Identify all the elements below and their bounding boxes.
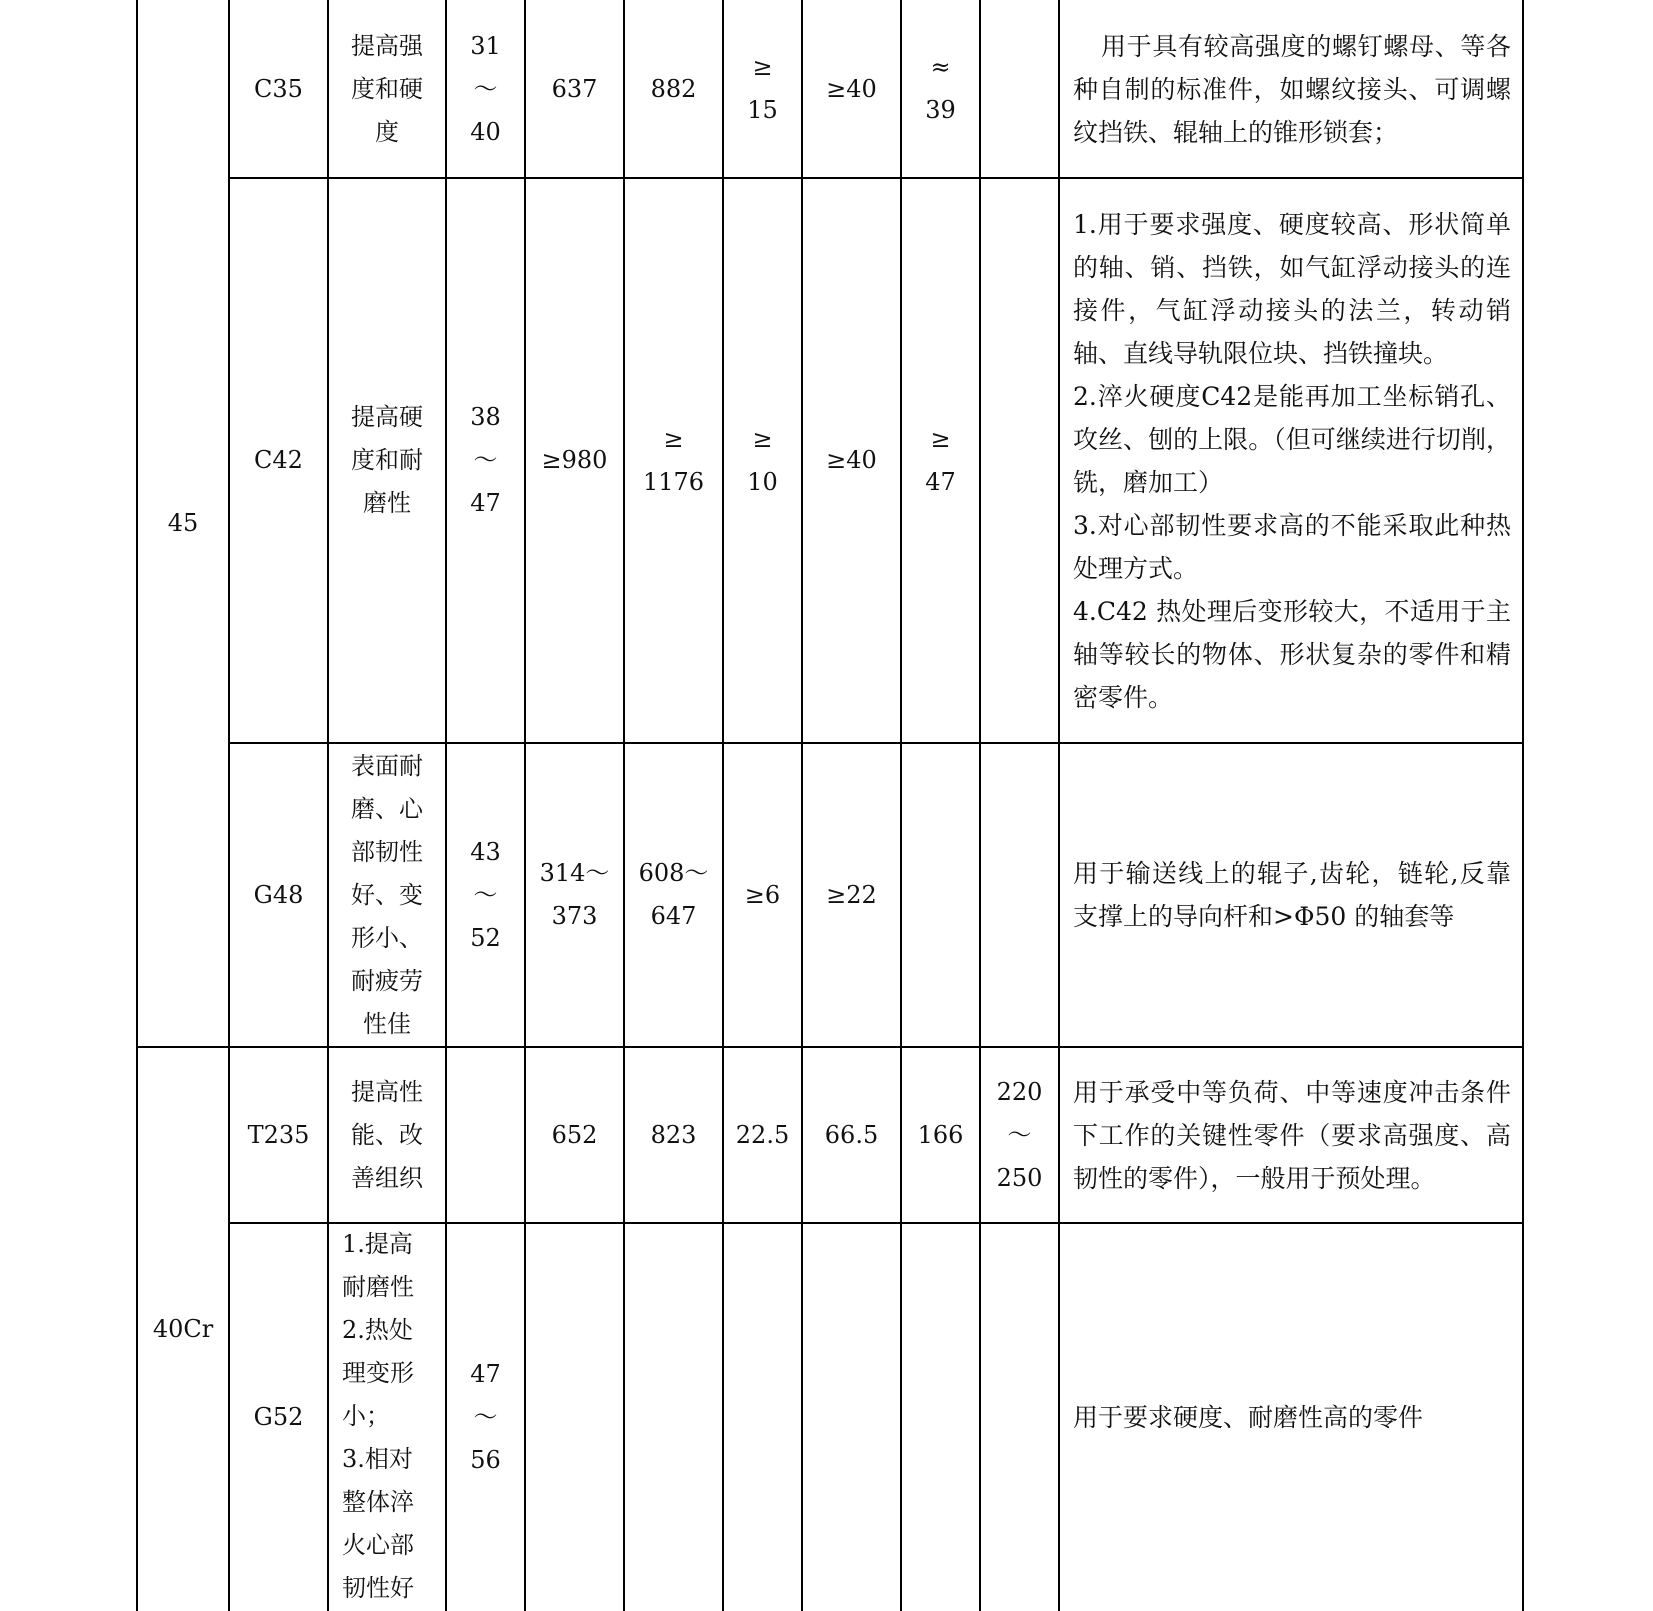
value-cell bbox=[802, 1223, 901, 1611]
treatment-code: G52 bbox=[253, 1402, 304, 1431]
value-cell bbox=[980, 0, 1059, 178]
purpose-cell: 提高性 能、改 善组织 bbox=[351, 1077, 423, 1192]
value-cell: ≥40 bbox=[826, 446, 877, 474]
value-cell bbox=[624, 1223, 723, 1611]
grid-line bbox=[623, 0, 625, 1611]
grid-line bbox=[801, 0, 803, 1611]
grid-line bbox=[136, 0, 138, 1611]
application-cell: 1.用于要求强度、硬度较高、形状简单的轴、销、挡铁，如气缸浮动接头的连接件，气缸浮动接头的法兰，转动销轴、直线导轨限位块、挡铁撞块。 2.淬火硬度C42是能再加工坐标销孔、攻丝、刨的上限。（但可继续进行切削，铣，磨加工） 3.对心部韧性要求高的不能采取此种热处理方式。 4.C42 热处理后变形较大，不适用于主轴等较长的物体、形状复杂的零件和精密零件。 bbox=[1073, 209, 1511, 712]
grid-line bbox=[136, 1046, 1524, 1048]
value-cell bbox=[980, 1223, 1059, 1611]
value-cell: ≈ 39 bbox=[925, 53, 956, 124]
grid-line bbox=[327, 0, 329, 1611]
value-cell: ≥ 1176 bbox=[642, 424, 705, 496]
value-cell: ≥ 47 bbox=[925, 424, 956, 496]
value-cell: ≥980 bbox=[541, 446, 608, 474]
value-cell: 220 ～ 250 bbox=[996, 1077, 1043, 1192]
value-cell: 608～ 647 bbox=[638, 859, 709, 930]
treatment-code: T235 bbox=[247, 1120, 310, 1149]
value-cell bbox=[723, 1223, 802, 1611]
code-cell bbox=[229, 743, 328, 1047]
purpose-cell: 提高硬 度和耐 磨性 bbox=[351, 403, 423, 517]
value-cell: ≥40 bbox=[826, 74, 877, 103]
code-cell bbox=[229, 178, 328, 743]
value-cell: 166 bbox=[917, 1120, 964, 1149]
application-cell: 用于输送线上的辊子,齿轮，链轮,反靠支撑上的导向杆和>Φ50 的轴套等 bbox=[1073, 859, 1511, 931]
purpose-cell: 提高强 度和硬 度 bbox=[351, 31, 423, 146]
code-cell bbox=[229, 0, 328, 178]
value-cell: ≥ 15 bbox=[747, 53, 778, 124]
grid-line bbox=[228, 0, 230, 1611]
value-cell bbox=[980, 743, 1059, 1047]
purpose-cell: 1.提高 耐磨性 2.热处 理变形 小； 3.相对 整体淬 火心部 韧性好 bbox=[342, 1230, 414, 1602]
grid-line bbox=[1058, 0, 1060, 1611]
grid-line bbox=[228, 742, 1524, 744]
material-cell bbox=[137, 1047, 229, 1611]
value-cell bbox=[525, 1223, 624, 1611]
value-cell bbox=[901, 743, 980, 1047]
material-name: 40Cr bbox=[152, 1314, 214, 1343]
application-cell: 用于承受中等负荷、中等速度冲击条件下工作的关键性零件（要求高强度、高韧性的零件），一般用于预处理。 bbox=[1073, 1077, 1511, 1193]
value-cell: 652 bbox=[551, 1120, 598, 1149]
value-cell bbox=[901, 1223, 980, 1611]
hardness-cell: 43 ～ 52 bbox=[470, 837, 501, 952]
value-cell: 314～ 373 bbox=[539, 859, 610, 930]
value-cell: 22.5 bbox=[735, 1120, 790, 1149]
grid-line bbox=[722, 0, 724, 1611]
grid-line bbox=[228, 177, 1524, 179]
grid-line bbox=[228, 1222, 1524, 1224]
material-name: 45 bbox=[167, 509, 199, 537]
hardness-cell: 47 ～ 56 bbox=[470, 1359, 501, 1474]
hardness-cell: 38 ～ 47 bbox=[470, 403, 501, 517]
grid-line bbox=[445, 0, 447, 1611]
grid-line bbox=[524, 0, 526, 1611]
grid-line bbox=[1522, 0, 1524, 1611]
value-cell bbox=[980, 178, 1059, 743]
grid-line bbox=[979, 0, 981, 1611]
application-cell: 用于具有较高强度的螺钉螺母、等各种自制的标准件，如螺纹接头、可调螺纹挡铁、辊轴上的锥形锁套； bbox=[1073, 31, 1511, 147]
value-cell: ≥6 bbox=[744, 880, 781, 909]
value-cell: 823 bbox=[650, 1120, 697, 1149]
grid-line bbox=[900, 0, 902, 1611]
value-cell: 882 bbox=[650, 74, 697, 103]
value-cell: 66.5 bbox=[824, 1120, 879, 1149]
value-cell: 637 bbox=[551, 74, 598, 103]
value-cell: ≥22 bbox=[826, 880, 877, 909]
purpose-cell: 表面耐 磨、心 部韧性 好、变 形小、 耐疲劳 性佳 bbox=[351, 751, 423, 1038]
application-cell: 用于要求硬度、耐磨性高的零件 bbox=[1073, 1402, 1424, 1432]
code-cell bbox=[229, 1047, 328, 1223]
treatment-code: C42 bbox=[254, 446, 303, 474]
value-cell: ≥ 10 bbox=[747, 424, 778, 496]
treatment-code: C35 bbox=[254, 74, 303, 103]
treatment-code: G48 bbox=[253, 880, 304, 909]
hardness-cell bbox=[446, 1047, 525, 1223]
code-cell bbox=[229, 1223, 328, 1611]
material-cell bbox=[137, 0, 229, 1047]
hardness-cell: 31 ～ 40 bbox=[470, 31, 501, 146]
